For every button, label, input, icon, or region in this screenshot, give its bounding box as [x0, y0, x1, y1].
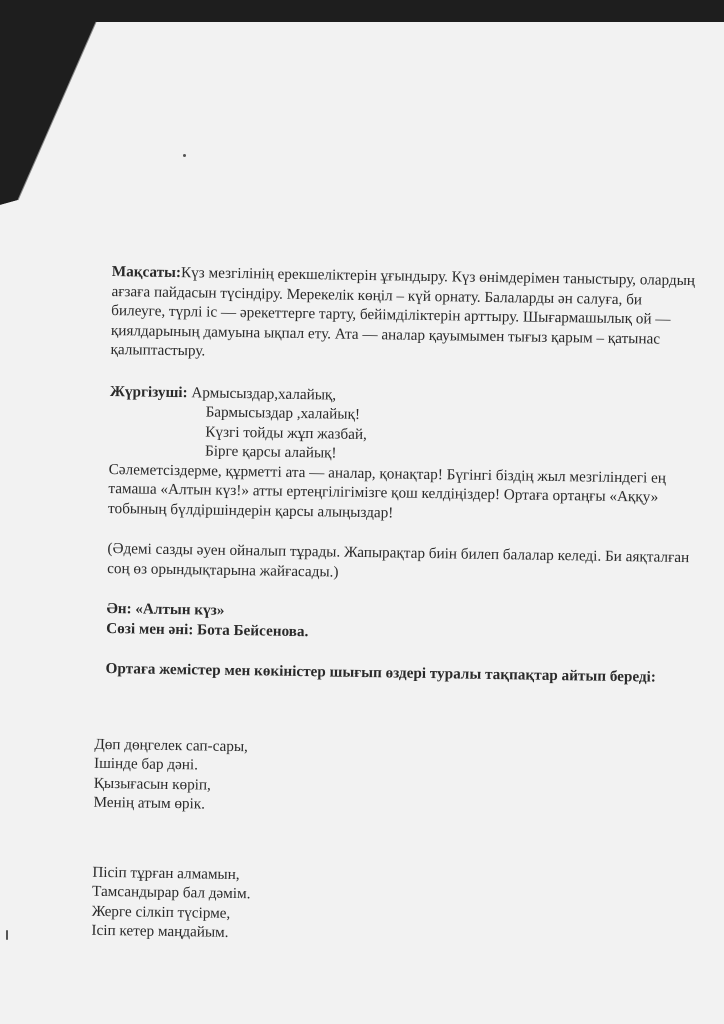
stage-note: (Әдемі сазды әуен ойналып тұрады. Жапырақтар биін билеп балалар келеді. Би аяқталған соң өз орындықтарына жайғасады.)	[107, 539, 690, 581]
poem-line: Тамсандырар бал дәмім.	[91, 882, 251, 903]
song-author: Сөзі мен әні: Бота Бейсенова.	[106, 619, 309, 640]
poem-block	[93, 734, 689, 821]
poem-block	[91, 862, 687, 949]
poem-line: Қызығасын көріп,	[93, 774, 212, 794]
poem-line: Менің атым өрік.	[93, 793, 206, 813]
poem-line: Дөп дөңгелек сап-сары,	[94, 735, 249, 755]
host-verse-line: Бірге қарсы алайық!	[204, 442, 337, 462]
host-verse-line: Армысыздар,халайық,	[191, 383, 337, 404]
goal-label: Мақсаты:	[111, 262, 182, 282]
scan-speck	[183, 154, 186, 157]
poem-line: Ісіп кетер маңдайым.	[91, 921, 229, 941]
poem-line: Жерге сілкіп түсірме,	[91, 902, 231, 922]
host-verse-line: Күзгі тойды жұп жазбай,	[205, 422, 367, 443]
goal-text: Күз мезгілінің ерекшеліктерін ұғындыру. Күз өнімдерімен таныстыру, олардың ағзаға пайдасын түсіндіру. Мерекелік көңіл – күй орнату. Балаларды ән салуға, би билеуге, түрлі іс — әрекеттерге тарту, бейімділіктерін арттыру. Шығармашылық ой — қиялдарының дамуына ықпал ету. Ата — аналар қауымымен тығыз қарым – қатынас қалыптастыру.	[110, 264, 696, 360]
goal-paragraph	[110, 262, 696, 369]
poem-line: Пісіп тұрған алмамын,	[92, 863, 240, 883]
instruction-text: Ортаға жемістер мен көкіністер шығып өздері туралы тақпақтар айтып береді:	[105, 659, 657, 686]
song-title: Ән: «Алтын күз»	[106, 599, 225, 619]
host-greeting: Сәлеметсіздерме, құрметті ата — аналар, қонақтар! Бүгінгі біздің жыл мезгіліндегі ең тамаша «Алтын күз!» атты ертеңгілігімізге қош келдіңіздер! Ортаға ортаңғы «Аққу» тобының бүлдіршіндерін қарсы алыңыздар!	[108, 460, 667, 521]
host-label: Жүргізуші:	[109, 382, 188, 401]
host-verse-line: Бармысыздар ,халайық!	[205, 403, 361, 423]
scan-speck	[6, 930, 8, 940]
poem-line: Ішінде бар дәні.	[93, 754, 199, 774]
document-body	[91, 262, 697, 950]
